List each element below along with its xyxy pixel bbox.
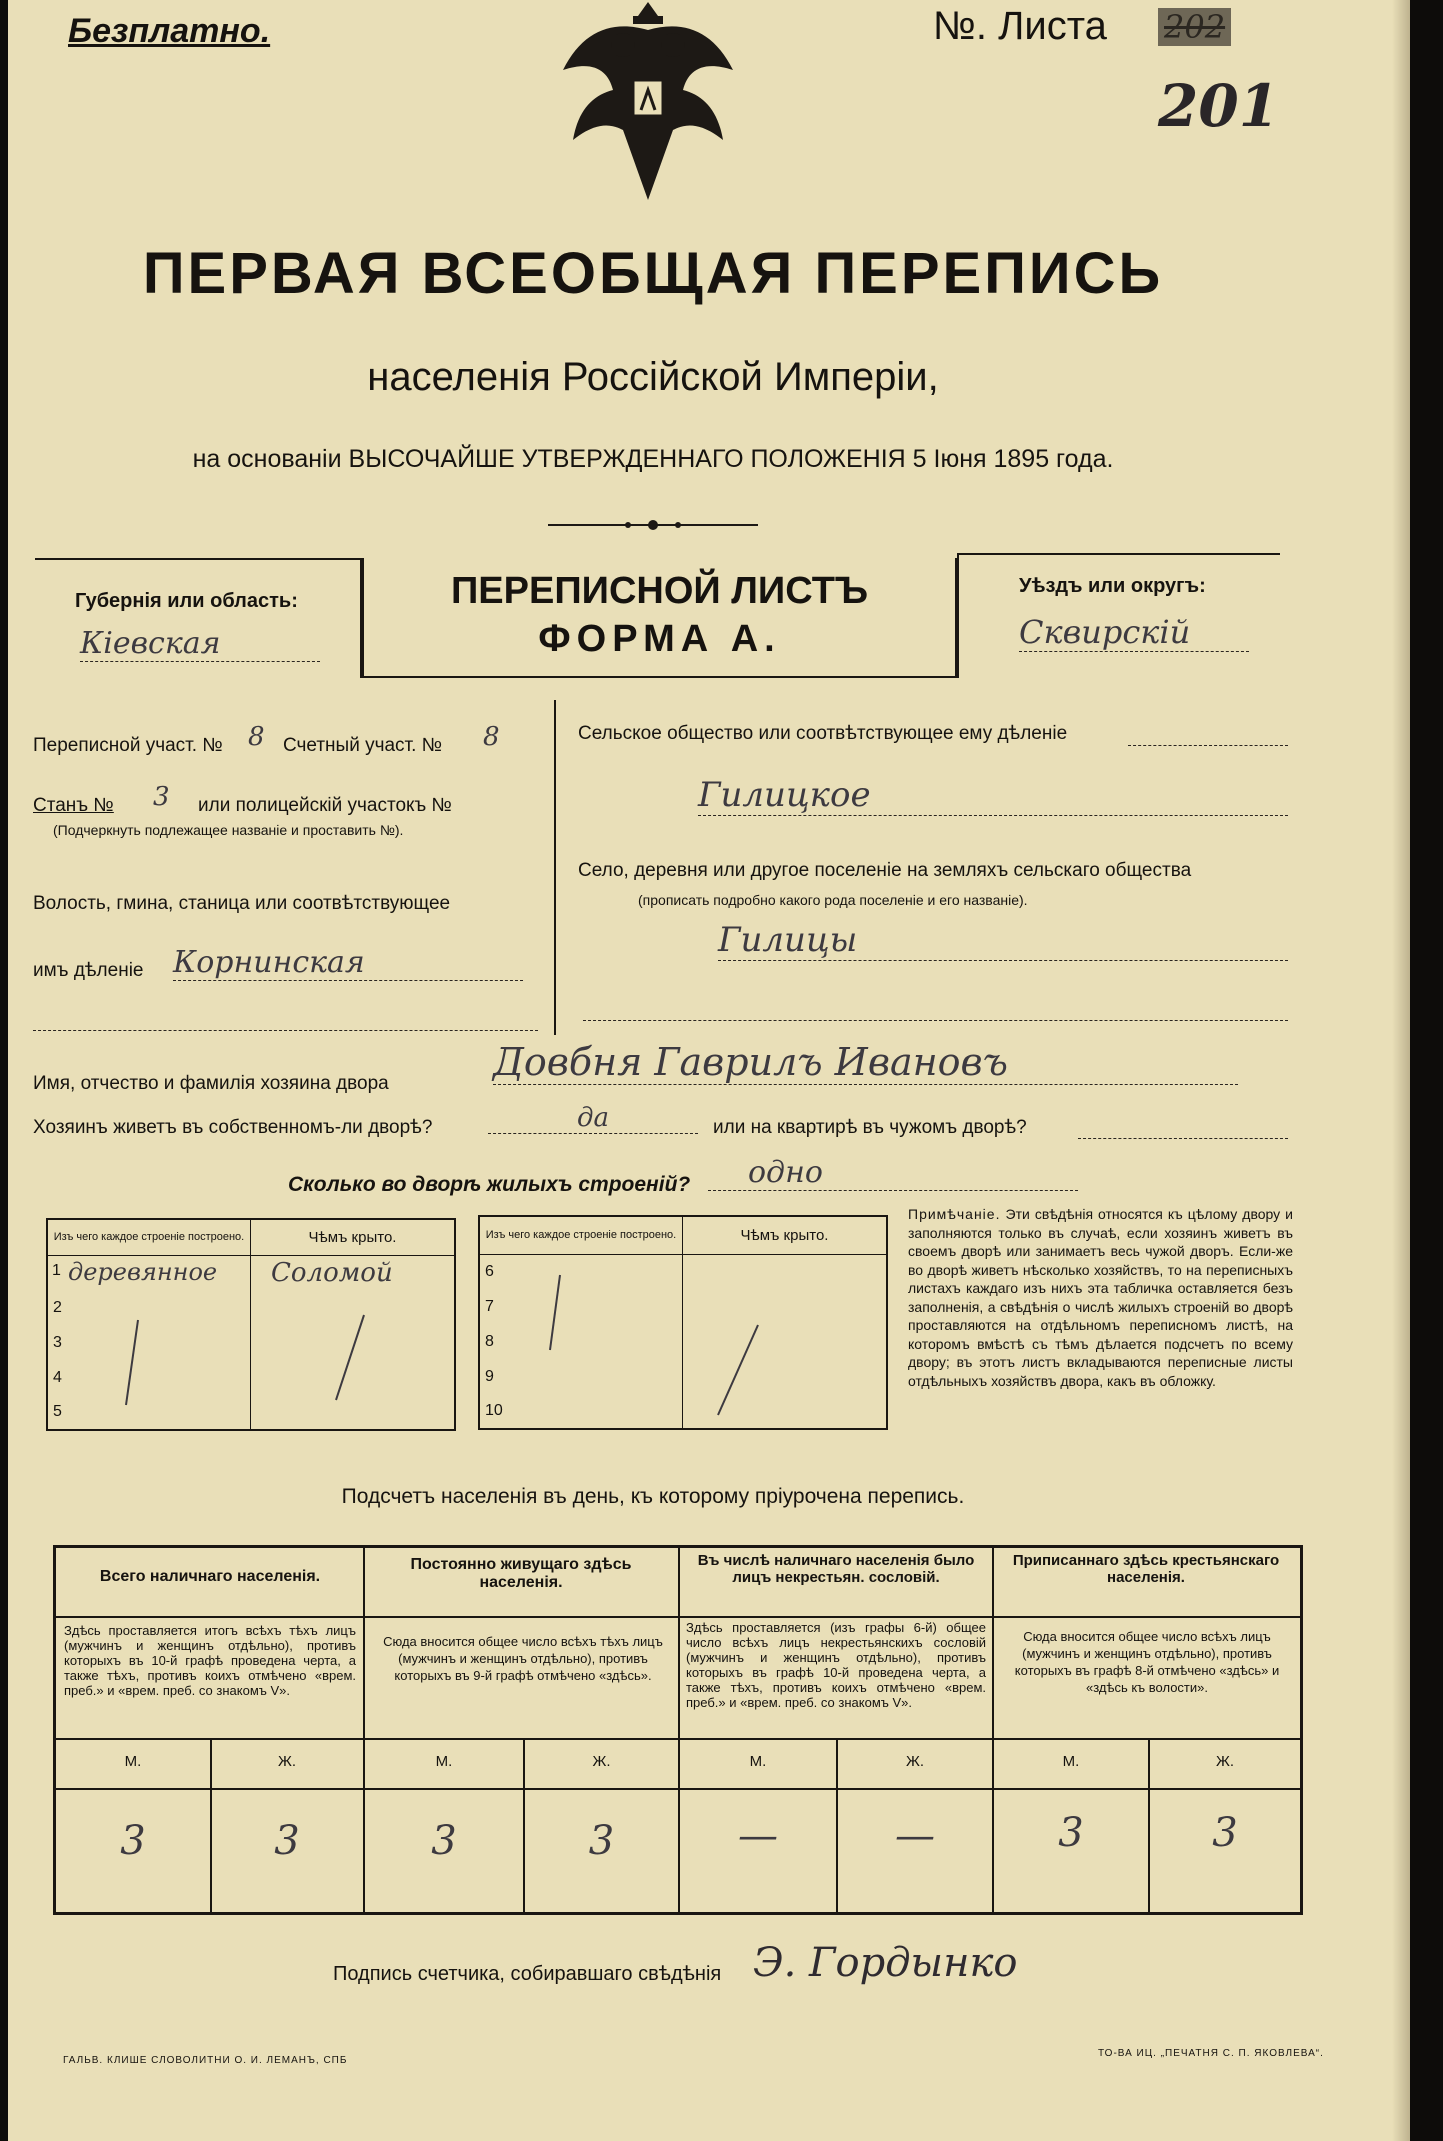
form-title: ПЕРЕПИСНОЙ ЛИСТЪ [450,570,869,612]
sheet-number-struck: 202 [1158,8,1231,46]
row-roof: Соломой [271,1257,393,1288]
female-count: — [895,1813,935,1859]
note-lead: Примѣчаніе. [908,1206,1001,1222]
count-col-head: Всего наличнаго населенія. [99,1568,321,1585]
volost-label-2: имъ дѣленіе [33,960,144,981]
male-count: 3 [431,1818,457,1864]
female-count: 3 [588,1818,615,1864]
page-subtitle: населенія Россійской Имперіи, [367,355,939,399]
enumerator-signature: Э. Гордынко [753,1940,1018,1986]
stan-label: Станъ № [33,795,114,816]
female-count: 3 [1212,1810,1238,1856]
volost-value: Корнинская [173,945,523,981]
empty-row-strokes [46,1290,456,1430]
sheet-number-handwritten: 201 [1158,72,1280,140]
census-district-value: 8 [248,722,265,752]
count-title: Подсчетъ населенія въ день, къ которому пріурочена перепись. [341,1485,965,1508]
stan-value: 3 [153,782,170,812]
buildings-value: одно [708,1155,1078,1191]
village-label: Село, деревня или другое поселеніе на земляхъ сельскаго общества [578,860,1192,881]
stan-note: (Подчеркнуть подлежащее названіе и проставить №). [53,822,404,838]
free-label: Безплатно. [68,12,271,50]
census-sheet [8,0,1410,2141]
female-count: 3 [274,1818,300,1864]
own-yard-label: Хозяинъ живетъ въ собственномъ-ли дворѣ? [33,1117,433,1138]
legal-basis: на основаніи ВЫСОЧАЙШЕ УТВЕРЖДЕННАГО ПОЛОЖЕНІЯ 5 Іюня 1895 года. [192,445,1114,473]
imperial-eagle-emblem [553,0,743,210]
row-material: деревянное [68,1257,218,1286]
note-block [908,1205,1293,1390]
printer-note-right: ТО-ВА ИЦ. „ПЕЧАТНЯ С. П. ЯКОВЛЕВА“. [1098,2048,1324,2059]
volost-label: Волость, гмина, станица или соотвѣтствующее [33,893,451,914]
male-label: М. [124,1753,142,1770]
owner-name-value: Довбня Гаврилъ Ивановъ [493,1040,1238,1085]
gubernia-box [35,558,362,678]
row-number: 9 [485,1367,494,1385]
male-label: М. [1062,1753,1080,1770]
signature-label: Подпись счетчика, собиравшаго свѣдѣнія [333,1963,722,1985]
rented-label: или на квартирѣ въ чужомъ дворѣ? [713,1117,1027,1138]
female-label: Ж. [592,1753,611,1770]
ornament-divider [548,515,758,535]
count-col-desc: Сюда вносится общее число всѣхъ тѣхъ лицъ (мужчинъ и женщинъ отдѣльно), противъ которыхъ въ 9-й графѣ отмѣчено «здѣсь». [383,1634,663,1683]
row-number: 4 [53,1368,62,1386]
society-label: Сельское общество или соотвѣтствующее ему дѣленіе [578,723,1068,744]
count-col-desc: Сюда вносится общее число всѣхъ лицъ (мужчинъ и женщинъ отдѣльно), противъ которыхъ въ графѣ 8-й отмѣчено «здѣсь» и «здѣсь къ волости». [1014,1629,1280,1695]
uezd-value: Сквирскій [1019,613,1249,652]
col-material: Изъ чего каждое строеніе построено. [479,1216,683,1254]
row-number: 5 [53,1403,62,1420]
row-number: 3 [53,1333,62,1351]
society-line [1128,745,1288,746]
row-number: 8 [485,1332,494,1350]
note-text: Эти свѣдѣнія относятся къ цѣлому двору и заполняются только въ случаѣ, если хозяинъ живетъ въ своемъ дворѣ или занимаетъ весь чужой дворъ. Если-же во дворѣ живетъ нѣсколько хозяйствъ, то на переписныхъ листахъ каждаго изъ нихъ эта табличка оставляется безъ заполненія, а свѣдѣнія о числѣ жилыхъ строеній во дворѣ проставляются на отдѣльномъ переписномъ листѣ, на которомъ вмѣстѣ съ тѣмъ дѣлается подсчетъ по всему двору; въ этотъ листъ вкладываются переписные листы отдѣльныхъ хозяйствъ двора, какъ въ обложку. [908,1206,1294,1389]
census-district-label: Переписной участ. № [33,735,223,756]
volost-extra-line [33,1030,538,1031]
count-district-label: Счетный участ. № [283,735,443,756]
uezd-label: Уѣздъ или округъ: [1019,575,1206,597]
col-roof: Чѣмъ крыто. [308,1228,397,1246]
gubernia-value: Кіевская [80,626,320,662]
gubernia-label: Губернія или область: [75,590,298,612]
count-district-value: 8 [483,722,500,752]
village-value: Гилицы [718,920,1288,961]
sheet-number-label: №. Листа [933,4,1107,48]
row-number: 7 [485,1297,494,1315]
row-number: 6 [485,1262,494,1280]
count-col-head: Постоянно живущаго здѣсь населенія. [410,1556,632,1591]
count-col-head: Въ числѣ наличнаго населенія было лицъ некрестьян. сословій. [697,1552,975,1586]
male-count: 3 [1058,1810,1084,1856]
row-number: 2 [53,1298,62,1316]
own-yard-value: да [488,1103,698,1134]
male-label: М. [749,1753,767,1770]
male-count: — [738,1813,778,1859]
printer-note-left: ГАЛЬВ. КЛИШЕ СЛОВОЛИТНИ О. И. ЛЕМАНЪ, СПБ [63,2055,348,2066]
row-number: 1 [52,1261,61,1279]
row-number: 10 [485,1402,503,1419]
page-title: ПЕРВАЯ ВСЕОБЩАЯ ПЕРЕПИСЬ [142,241,1164,306]
empty-row-strokes [478,1255,888,1425]
village-extra-line [583,1020,1288,1021]
section-divider [554,700,556,1035]
count-col-desc: Здѣсь проставляется (изъ графы 6-й) общее число всѣхъ лицъ некрестьянскихъ сословій (мужчинъ и женщинъ отдѣльно), противъ которыхъ въ графѣ 10-й проведена черта, а также тѣхъ, противъ коихъ отмѣчено «врем. преб.» и «врем. преб. со знакомъ V». [686,1620,986,1710]
form-title-box [362,558,957,678]
male-count: 3 [120,1818,146,1864]
count-col-head: Приписаннаго здѣсь крестьянскаго населенія. [1012,1552,1280,1586]
stan-alt-label: или полицейскій участокъ № [198,795,452,816]
buildings-label: Сколько во дворѣ жилыхъ строеній? [288,1173,691,1196]
count-col-desc: Здѣсь проставляется итогъ всѣхъ тѣхъ лицъ (мужчинъ и женщинъ отдѣльно), противъ которыхъ въ 10-й графѣ проведена черта, а также тѣхъ, противъ коихъ отмѣчено «врем. преб.» и «врем. преб. со знакомъ V». [64,1623,356,1698]
col-roof: Чѣмъ крыто. [740,1226,829,1244]
form-subtitle: ФОРМА А. [538,618,781,660]
female-label: Ж. [905,1753,925,1770]
rented-line [1078,1138,1288,1139]
female-label: Ж. [277,1753,297,1770]
society-value: Гилицкое [698,775,1288,816]
col-material: Изъ чего каждое строеніе построено. [47,1219,251,1255]
village-note: (прописать подробно какого рода поселеніе и его названіе). [638,892,1028,908]
population-count-table [53,1545,1303,1915]
owner-name-label: Имя, отчество и фамилія хозяина двора [33,1073,389,1094]
uezd-box [957,553,1280,678]
male-label: М. [435,1753,453,1770]
female-label: Ж. [1215,1753,1235,1770]
